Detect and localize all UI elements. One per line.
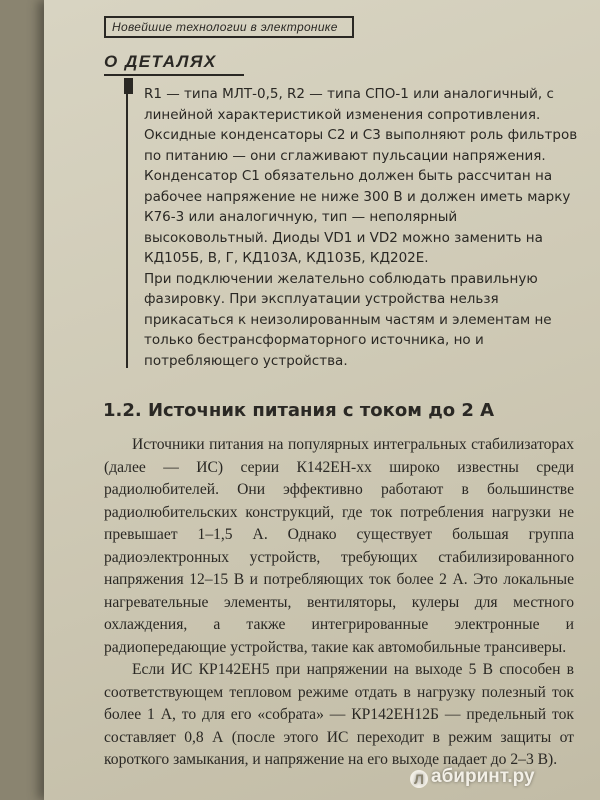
body-paragraph: Источники питания на популярных интегральных стабилизаторах (далее — ИС) серии К142ЕН-хх широко известны среди радиолюбителей. Они эффективно работают в большинстве радиолюбительских конструкций, где ток потребления нагрузки не превышает 1–1,5 А. Однако существует большая группа радиоэлектронных устройств, требующих стабилизированного напряжения 12–15 В и потребляющих ток более 2 А. Это локальные нагревательные элементы, вентиляторы, кулеры для местного охлаждения, а также интегрированные электронные и радиопередающие устройства, такие как автомобильные трансиверы. xyxy=(104,436,574,656)
body-text xyxy=(104,434,574,772)
section-heading: О ДЕТАЛЯХ xyxy=(104,52,217,71)
details-paragraph: При подключении желательно соблюдать правильную фазировку. При эксплуатации устройства нельзя прикасаться к неизолированным частям и элементам не только бестрансформаторного источника, но и потребляющего устройства. xyxy=(144,270,552,369)
watermark xyxy=(410,766,535,788)
margin-marker xyxy=(124,78,133,94)
chapter-title: 1.2. Источник питания с током до 2 А xyxy=(103,400,495,421)
margin-bar xyxy=(126,80,128,368)
book-page xyxy=(44,0,600,800)
labirint-logo-icon: Л xyxy=(410,770,428,788)
watermark-text: абиринт.ру xyxy=(431,766,535,787)
section-rule xyxy=(104,74,244,76)
body-paragraph: Если ИС КР142ЕН5 при напряжении на выходе 5 В способен в соответствующем тепловом режиме отдать в нагрузку полезный ток более 1 А, то для его «собрата» — КР142ЕН12Б — предельный ток составляет 0,8 А (после этого ИС переходит в режим защиты от короткого замыкания, и напряжение на его выходе падает до 2–3 В). xyxy=(104,661,574,768)
details-paragraph: R1 — типа МЛТ-0,5, R2 — типа СПО-1 или аналогичный, с линейной характеристикой изменения сопротивления. Оксидные конденсаторы С2 и С3 выполняют роль фильтров по питанию — они сглаживают пульсации напряжения. Конденсатор С1 обязательно должен быть рассчитан на рабочее напряжение не ниже 300 В и должен иметь марку К76-3 или аналогичную, тип — неполярный высоковольтный. Диоды VD1 и VD2 можно заменить на КД105Б, В, Г, КД103А, КД103Б, КД202Е. xyxy=(144,86,578,266)
details-block xyxy=(144,84,584,371)
running-head: Новейшие технологии в электронике xyxy=(104,16,354,38)
